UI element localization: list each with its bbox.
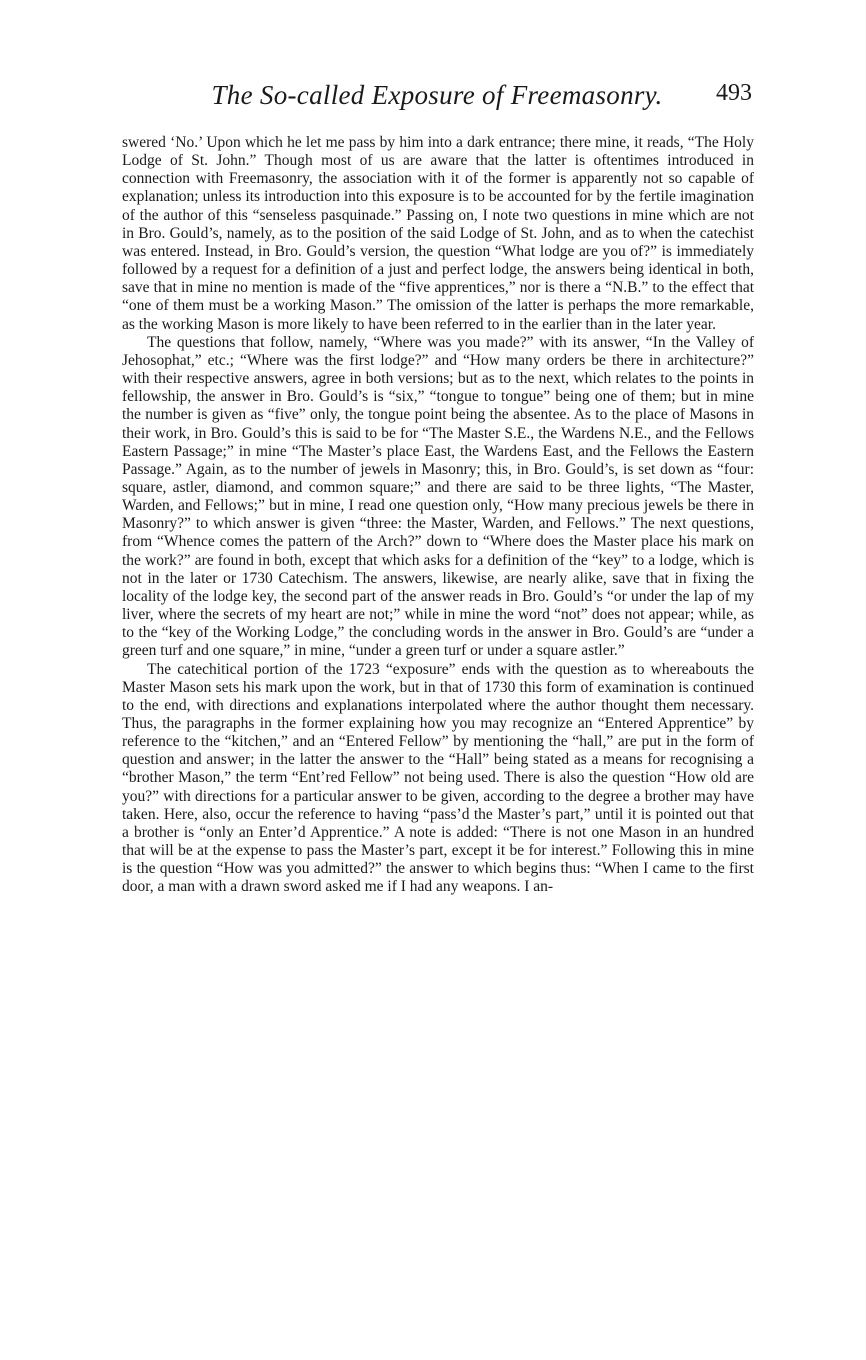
paragraph-comparison: The questions that follow, namely, “Where was you made?” with its answer, “In the Valley of Jehosophat,” etc.; “Where was the first lodge?” and “How many orders be there in architecture?” with their respective answers, agree in both versions; but as to the next, which relates to the points in fellowship, the answer in Bro. Gould’s is “six,” “tongue to tongue” being one of them; but in mine the number is given as “five” only, the tongue point being the absentee. As to the place of Masons in their work, in Bro. Gould’s this is said to be for “The Master S.E., the Wardens N.E., and the Fellows Eastern Passage;” in mine “The Master’s place East, the Wardens East, and the Fellows the Eastern Passage.” Again, as to the number of jewels in Masonry; this, in Bro. Gould’s, is set down as “four: square, astler, diamond, and common square;” and there are said to be three lights, “The Master, Warden, and Fellows;” but in mine, I read one question only, “How many precious jewels be there in Masonry?” to which answer is given “three: the Master, Warden, and Fellows.” The next questions, from “Whence comes the pattern of the Arch?” down to “Where does the Master place his mark on the work?” are found in both, except that which asks for a definition of the “key” to a lodge, which is not in the later or 1730 Catechism. The answers, likewise, are nearly alike, save that in fixing the locality of the lodge key, the second part of the answer reads in Bro. Gould’s “or under the lap of my liver, where the secrets of my heart are not;” while in mine the word “not” does not appear; while, as to the “key of the Working Lodge,” the concluding words in the answer in Bro. Gould’s are “under a green turf and one square,” in mine, “under a green turf or under a square astler.” <box>122 333 754 660</box>
running-title: The So-called Exposure of Freemasonry. <box>211 80 663 110</box>
paragraph-continuation: swered ‘No.’ Upon which he let me pass by him into a dark entrance; there mine, it reads, “The Holy Lodge of St. John.” Though most of us are aware that the latter is oftentimes introduced in connection with Freemasonry, the association with it of the former is apparently not so capable of explanation; unless its introduction into this exposure is to be accounted for by the fertile imagination of the author of this “senseless pasquinade.” Passing on, I note two questions in mine which are not in Bro. Gould’s, namely, as to the position of the said Lodge of St. John, and as to when the catechist was entered. Instead, in Bro. Gould’s version, the question “What lodge are you of?” is immediately followed by a request for a definition of a just and perfect lodge, the answers being identical in both, save that in mine no mention is made of the “five apprentices,” nor is there a “N.B.” to the effect that “one of them must be a working Mason.” The omission of the latter is perhaps the more remarkable, as the working Mason is more likely to have been referred to in the earlier than in the later year. <box>122 134 754 333</box>
page-number: 493 <box>716 80 752 106</box>
running-head <box>122 80 752 120</box>
paragraph-catechism: The catechitical portion of the 1723 “exposure” ends with the question as to whereabouts the Master Mason sets his mark upon the work, but in that of 1730 this form of examination is continued to the end, with directions and explanations interpolated where the author thought them necessary. Thus, the paragraphs in the former explaining how you may recognize an “Entered Apprentice” by reference to the “kitchen,” and an “Entered Fellow” by mentioning the “hall,” are put in the form of question and answer; in the latter the answer to the “Hall” being stated as a means for recognising a “brother Mason,” the term “Ent’red Fellow” not being used. There is also the question “How old are you?” with directions for a particular answer to be given, according to the degree a brother may have taken. Here, also, occur the reference to having “pass’d the Master’s part,” until it is pointed out that a brother is “only an Enter’d Apprentice.” A note is added: “There is not one Mason in an hundred that will be at the expense to pass the Master’s part, except it be for interest.” Following this in mine is the question “How was you admitted?” the answer to which begins thus: “When I came to the first door, a man with a drawn sword asked me if I had any weapons. I an- <box>122 660 754 896</box>
body-text <box>122 134 754 897</box>
